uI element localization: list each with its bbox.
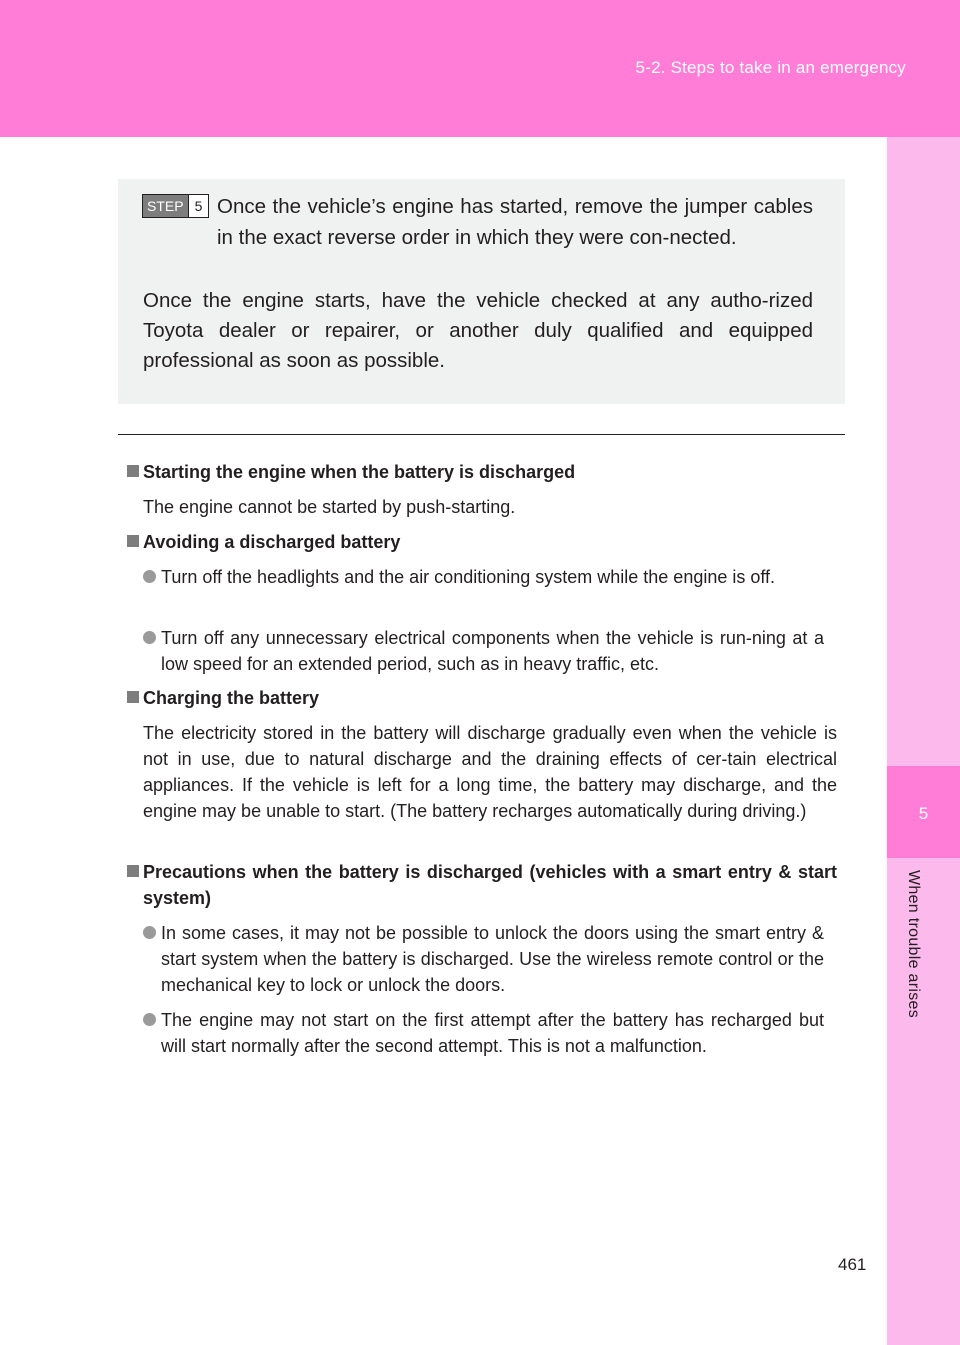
- bullet-text: Turn off any unnecessary electrical components when the vehicle is run-ning at a low speed for an extended period, such as in heavy traffic, etc.: [161, 628, 824, 674]
- bullet-item: [143, 920, 824, 998]
- section-heading-starting: [127, 459, 837, 485]
- square-bullet-icon: [127, 691, 139, 703]
- section-heading-text: Starting the engine when the battery is discharged: [143, 462, 576, 482]
- section-heading-text: Charging the battery: [143, 688, 320, 708]
- circle-bullet-icon: [143, 570, 156, 583]
- bullet-text: In some cases, it may not be possible to unlock the doors using the smart entry & start system when the battery is discharged. Use the wireless remote control or the mechanical key to lock or unlock the doors.: [161, 923, 824, 995]
- chapter-title: When trouble arises: [905, 870, 922, 1018]
- divider-rule: [118, 434, 845, 435]
- bullet-item: [143, 564, 824, 590]
- chapter-side-tab: [887, 137, 960, 1345]
- section-heading-text: Precautions when the battery is discharged (vehicles with a smart entry & start system): [143, 862, 837, 908]
- step-badge-label: STEP: [143, 195, 188, 217]
- circle-bullet-icon: [143, 631, 156, 644]
- section-heading-precautions: [127, 859, 837, 911]
- section-heading-text: Avoiding a discharged battery: [143, 532, 401, 552]
- section-body-charging: The electricity stored in the battery will discharge gradually even when the vehicle is not in use, due to natural discharge and the draining effects of cer-tain electrical appliances. If the vehicle is left for a long time, the battery may discharge, and the engine may be unable to start. (The battery recharges automatically during driving.): [143, 723, 837, 821]
- chapter-number-block: [887, 766, 960, 858]
- section-body-starting: The engine cannot be started by push-starting.: [143, 497, 516, 517]
- circle-bullet-icon: [143, 1013, 156, 1026]
- section-heading-charging: [127, 685, 837, 711]
- step-instruction: Once the vehicle’s engine has started, remove the jumper cables in the exact reverse order in which they were con-nected.: [217, 195, 813, 249]
- bullet-text: The engine may not start on the first attempt after the battery has recharged but will start normally after the second attempt. This is not a malfunction.: [161, 1010, 824, 1056]
- bullet-item: [143, 625, 824, 677]
- chapter-number: 5: [918, 804, 929, 823]
- square-bullet-icon: [127, 535, 139, 547]
- bullet-item: [143, 1007, 824, 1059]
- section-heading-avoiding: [127, 529, 837, 555]
- bullet-text: Turn off the headlights and the air conditioning system while the engine is off.: [161, 567, 776, 587]
- section-title: 5-2. Steps to take in an emergency: [635, 58, 906, 77]
- page-number: 461: [838, 1255, 867, 1274]
- step-note: Once the engine starts, have the vehicle checked at any autho-rized Toyota dealer or repairer, or another duly qualified and equipped professional as soon as possible.: [143, 289, 813, 372]
- circle-bullet-icon: [143, 926, 156, 939]
- square-bullet-icon: [127, 465, 139, 477]
- step-badge-number: 5: [188, 195, 209, 217]
- square-bullet-icon: [127, 865, 139, 877]
- step-badge: [142, 194, 209, 218]
